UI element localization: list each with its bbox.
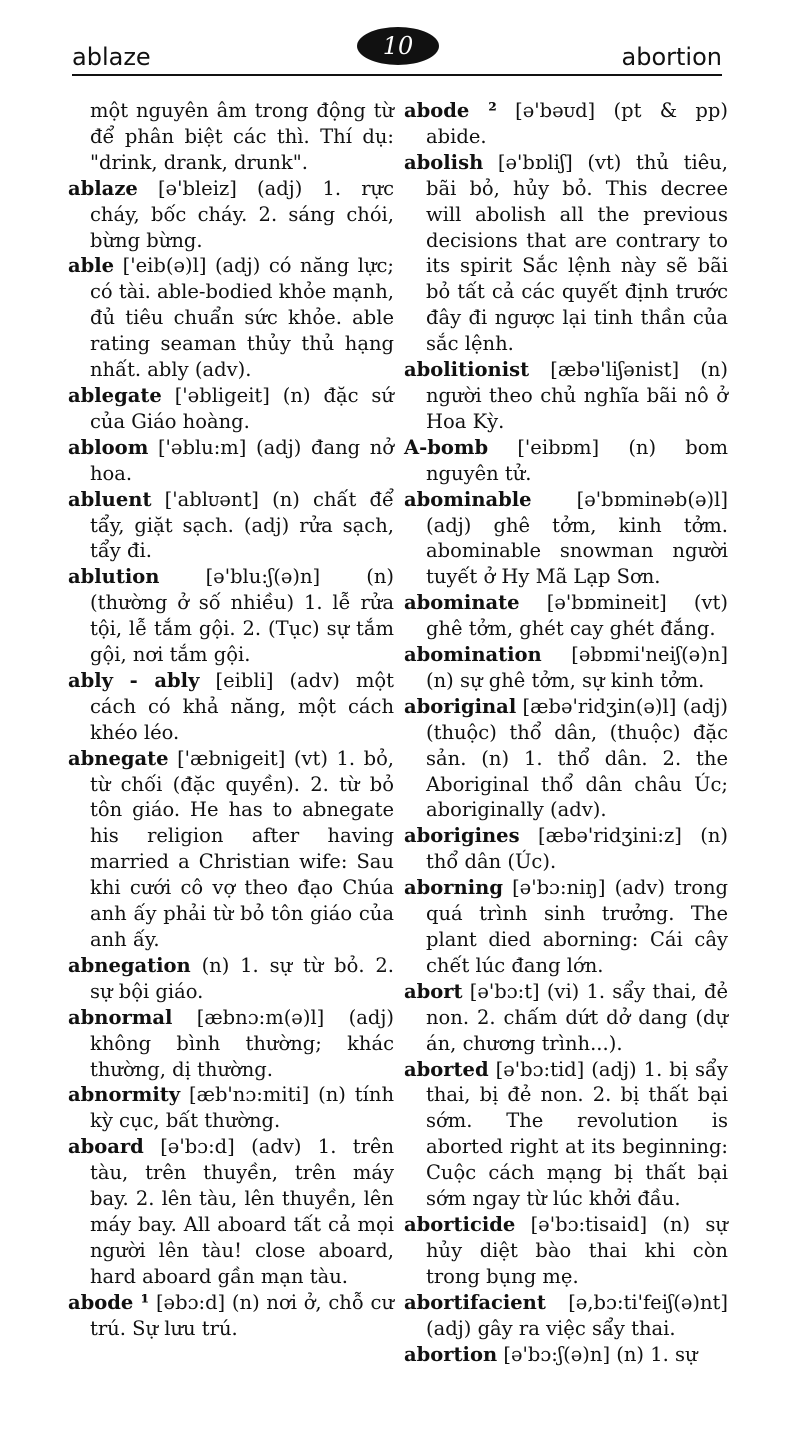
dictionary-entry	[68, 746, 394, 953]
entry-body: ['əblu:m] (adj) đang nở hoa.	[90, 435, 395, 485]
entry-body: [ə'bɔ:d] (adv) 1. trên tàu, trên thuyền, trên máy bay. 2. lên tàu, lên thuyền, lên máy bay. All aboard tất cả mọi người lên tàu! close aboard, hard aboard gần mạn tàu.	[90, 1135, 395, 1288]
dictionary-entry	[68, 383, 394, 435]
dictionary-entry	[404, 1057, 728, 1212]
dictionary-entry	[404, 1212, 728, 1290]
entry-body: [ə'bɔ:ʃ(ə)n] (n) 1. sự	[503, 1342, 698, 1366]
dictionary-entry	[404, 98, 728, 150]
dictionary-entry	[68, 1005, 394, 1083]
dictionary-entry	[404, 357, 728, 435]
dictionary-entry	[68, 253, 394, 383]
entry-body: [eibli] (adv) một cách có khả năng, một cách khéo léo.	[90, 668, 395, 744]
headword: ablution	[68, 565, 160, 589]
dictionary-entry	[68, 1290, 394, 1342]
entry-body: [ə'bleiz] (adj) 1. rực cháy, bốc cháy. 2. sáng chói, bừng bừng.	[90, 176, 394, 252]
headword: A-bomb	[404, 435, 489, 459]
dictionary-entry	[68, 953, 394, 1005]
dictionary-entry	[404, 642, 728, 694]
entry-body: [ə'bɔ:tisaid] (n) sự hủy diệt bào thai khi còn trong bụng mẹ.	[426, 1212, 728, 1288]
headword: ablaze	[68, 176, 138, 200]
dictionary-entry	[404, 1290, 728, 1342]
headword: abortifacient	[404, 1290, 546, 1314]
dictionary-entry	[404, 487, 728, 591]
headword: abnormal	[68, 1005, 173, 1029]
entry-body: [æb'nɔ:miti] (n) tính kỳ cục, bất thường.	[90, 1083, 394, 1133]
page-number: 10	[357, 27, 439, 65]
dictionary-entry-continuation: một nguyên âm trong động từ để phân biệt các thì. Thí dụ: "drink, drank, drunk".	[90, 99, 394, 174]
entry-body: ['əbligeit] (n) đặc sứ của Giáo hoàng.	[90, 383, 394, 433]
headword: aboard	[68, 1135, 144, 1159]
headword: aborning	[404, 876, 503, 900]
left-column	[68, 98, 394, 1342]
header-rule	[72, 74, 722, 76]
dictionary-entry	[68, 435, 394, 487]
dictionary-entry	[404, 979, 728, 1057]
headword: abnegation	[68, 953, 191, 977]
entry-body: [ə'bɒminəb(ə)l] (adj) ghê tởm, kinh tởm. abominable snowman người tuyết ở Hy Mã Lạp Sơn.	[426, 487, 728, 589]
dictionary-entry	[68, 564, 394, 668]
headword: abolish	[404, 150, 484, 174]
headword: abomination	[404, 643, 542, 667]
headword: abnegate	[68, 746, 169, 770]
headword: abluent	[68, 487, 152, 511]
header-left-guide-word: ablaze	[72, 43, 151, 71]
entry-body: [ə,bɔ:ti'feiʃ(ə)nt] (adj) gây ra việc sẩy thai.	[426, 1290, 728, 1340]
entry-body: [ə'blu:ʃ(ə)n] (n) (thường ở số nhiều) 1. lễ rửa tội, lễ tắm gội. 2. (Tục) sự tắm gội, nơi tắm gội.	[90, 565, 394, 667]
headword: abominate	[404, 591, 520, 615]
dictionary-entry	[404, 150, 728, 357]
headword: aboriginal	[404, 694, 517, 718]
dictionary-entry	[68, 487, 394, 565]
headword: ably - ably	[68, 668, 200, 692]
headword: abloom	[68, 435, 149, 459]
dictionary-entry	[404, 590, 728, 642]
entry-body: [ə'bəᴜd] (pt & pp) abide.	[426, 99, 728, 148]
headword: aborticide	[404, 1212, 516, 1236]
entry-body: [ə'bɔ:tid] (adj) 1. bị sẩy thai, bị đẻ non. 2. bị thất bại sớm. The revolution is aborted right at its beginning: Cuộc cách mạng bị thất bại sớm ngay từ lúc khởi đầu.	[426, 1057, 728, 1211]
entry-body: [ə'bɔ:niŋ] (adv) trong quá trình sinh trưởng. The plant died aborning: Cái cây chết lúc đang lớn.	[426, 876, 728, 977]
headword: abominable	[404, 487, 532, 511]
dictionary-entry	[68, 176, 394, 254]
headword: abnormity	[68, 1083, 181, 1107]
entry-body: [æbə'ridʒin(ə)l] (adj) (thuộc) thổ dân, (thuộc) đặc sản. (n) 1. thổ dân. 2. the Aboriginal thổ dân châu Úc; aboriginally (adv).	[426, 694, 728, 822]
entry-body: ['eib(ə)l] (adj) có năng lực; có tài. able-bodied khỏe mạnh, đủ tiêu chuẩn sức khỏe. able rating seaman thủy thủ hạng nhất. ably (adv).	[90, 254, 394, 382]
dictionary-entry	[404, 694, 728, 824]
dictionary-entry	[404, 1342, 728, 1368]
right-column	[404, 98, 728, 1367]
header-right-guide-word: abortion	[621, 43, 722, 71]
headword: abort	[404, 979, 463, 1003]
dictionary-entry	[404, 875, 728, 979]
dictionary-entry	[68, 668, 394, 746]
entry-body: ['eibɒm] (n) bom nguyên tử.	[426, 435, 728, 485]
entry-body: ['æbnigeit] (vt) 1. bỏ, từ chối (đặc quyền). 2. từ bỏ tôn giáo. He has to abnegate his religion after having married a Christian wife: Sau khi cưới cô vợ theo đạo Chúa anh ấy phải từ bỏ tôn giáo của anh ấy.	[90, 746, 395, 951]
entry-body: [ə'bɔ:t] (vi) 1. sẩy thai, đẻ non. 2. chấm dứt dở dang (dự án, chương trình...).	[426, 979, 728, 1055]
entry-body: [ə'bɒliʃ] (vt) thủ tiêu, bãi bỏ, hủy bỏ. This decree will abolish all the previous decisions that are contrary to its spirit Sắc lệnh này sẽ bãi bỏ tất cả các quyết định trước đây đi ngược lại tinh thần của sắc lệnh.	[426, 150, 728, 356]
headword: abolitionist	[404, 358, 530, 382]
dictionary-entry	[404, 435, 728, 487]
dictionary-entry	[68, 1082, 394, 1134]
headword: ablegate	[68, 383, 162, 407]
entry-body: ['ablᴜənt] (n) chất để tẩy, giặt sạch. (adj) rửa sạch, tẩy đi.	[90, 487, 394, 563]
dictionary-entry	[404, 823, 728, 875]
headword: aborted	[404, 1057, 489, 1081]
entry-body: [ə'bɒmineit] (vt) ghê tởm, ghét cay ghét đắng.	[426, 591, 728, 641]
entry-body: [æbnɔ:m(ə)l] (adj) không bình thường; khác thường, dị thường.	[90, 1005, 394, 1081]
entry-body: [əbɒmi'neiʃ(ə)n] (n) sự ghê tởm, sự kinh tởm.	[426, 643, 728, 692]
headword: aborigines	[404, 824, 520, 848]
headword: able	[68, 254, 115, 278]
dictionary-entry	[68, 1134, 394, 1289]
headword: abode ¹	[68, 1290, 150, 1314]
headword: abode ²	[404, 99, 497, 122]
entry-body: (n) 1. sự từ bỏ. 2. sự bội giáo.	[90, 953, 395, 1003]
entry-body: [əbɔ:d] (n) nơi ở, chỗ cư trú. Sự lưu trú.	[90, 1290, 395, 1340]
entry-body: [æbə'liʃənist] (n) người theo chủ nghĩa bãi nô ở Hoa Kỳ.	[426, 358, 728, 433]
entry-body: [æbə'ridʒini:z] (n) thổ dân (Úc).	[426, 824, 728, 874]
headword: abortion	[404, 1342, 498, 1366]
